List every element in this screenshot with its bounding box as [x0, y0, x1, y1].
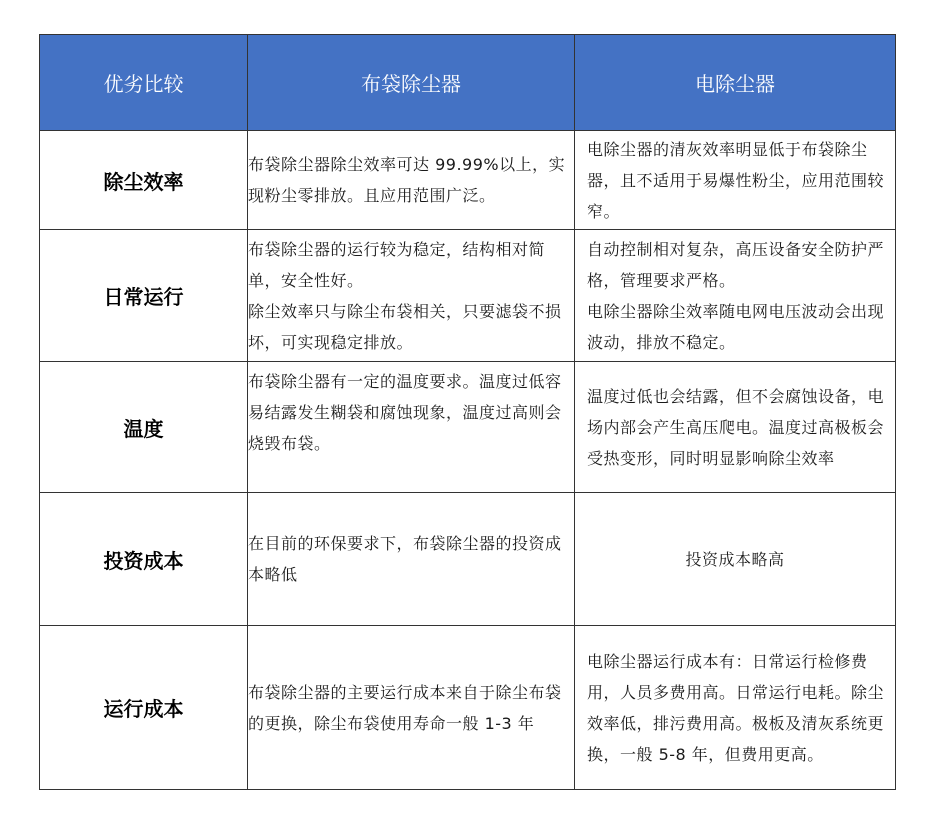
bag-cell	[248, 626, 575, 790]
cell-paragraph: 电除尘器除尘效率随电网电压波动会出现波动，排放不稳定。	[587, 301, 885, 352]
esp-cell	[575, 362, 896, 493]
esp-cell	[575, 626, 896, 790]
cell-paragraph: 投资成本略高	[685, 549, 785, 569]
cell-paragraph: 布袋除尘器有一定的温度要求。温度过低容易结露发生糊袋和腐蚀现象，温度过高则会烧毁布袋。	[248, 372, 562, 453]
cell-paragraph: 在目前的环保要求下，布袋除尘器的投资成本略低	[248, 534, 562, 584]
criterion-investment-cost: 投资成本	[40, 493, 248, 626]
esp-cell	[575, 230, 896, 362]
bag-cell	[248, 362, 575, 493]
cell-paragraph: 布袋除尘器除尘效率可达 99.99%以上，实现粉尘零排放。且应用范围广泛。	[248, 155, 566, 205]
criterion-daily-operation: 日常运行	[40, 230, 248, 362]
bag-cell	[248, 230, 575, 362]
criterion-temperature: 温度	[40, 362, 248, 493]
criterion-dust-efficiency: 除尘效率	[40, 131, 248, 230]
esp-cell	[575, 131, 896, 230]
header-bag-filter: 布袋除尘器	[248, 35, 575, 131]
table-row	[40, 362, 896, 493]
header-criteria: 优劣比较	[40, 35, 248, 131]
header-row	[40, 35, 896, 131]
table-row	[40, 493, 896, 626]
table-row	[40, 131, 896, 230]
cell-paragraph: 布袋除尘器的主要运行成本来自于除尘布袋的更换，除尘布袋使用寿命一般 1-3 年	[248, 682, 562, 733]
comparison-table	[39, 34, 896, 790]
cell-paragraph: 除尘效率只与除尘布袋相关，只要滤袋不损坏，可实现稳定排放。	[248, 301, 562, 352]
esp-cell	[575, 493, 896, 626]
table-row	[40, 626, 896, 790]
table-row	[40, 230, 896, 362]
cell-paragraph: 电除尘器运行成本有：日常运行检修费用，人员多费用高。日常运行电耗。除尘效率低，排污费用高。极板及清灰系统更换，一般 5-8 年，但费用更高。	[587, 651, 885, 764]
header-esp: 电除尘器	[575, 35, 896, 131]
bag-cell	[248, 131, 575, 230]
cell-paragraph: 自动控制相对复杂，高压设备安全防护严格，管理要求严格。	[587, 239, 885, 290]
cell-paragraph: 温度过低也会结露，但不会腐蚀设备，电场内部会产生高压爬电。温度过高极板会受热变形，同时明显影响除尘效率	[587, 386, 885, 468]
criterion-operating-cost: 运行成本	[40, 626, 248, 790]
bag-cell	[248, 493, 575, 626]
cell-paragraph: 布袋除尘器的运行较为稳定，结构相对简单，安全性好。	[248, 239, 546, 290]
cell-paragraph: 电除尘器的清灰效率明显低于布袋除尘器，且不适用于易爆性粉尘，应用范围较窄。	[587, 139, 885, 221]
